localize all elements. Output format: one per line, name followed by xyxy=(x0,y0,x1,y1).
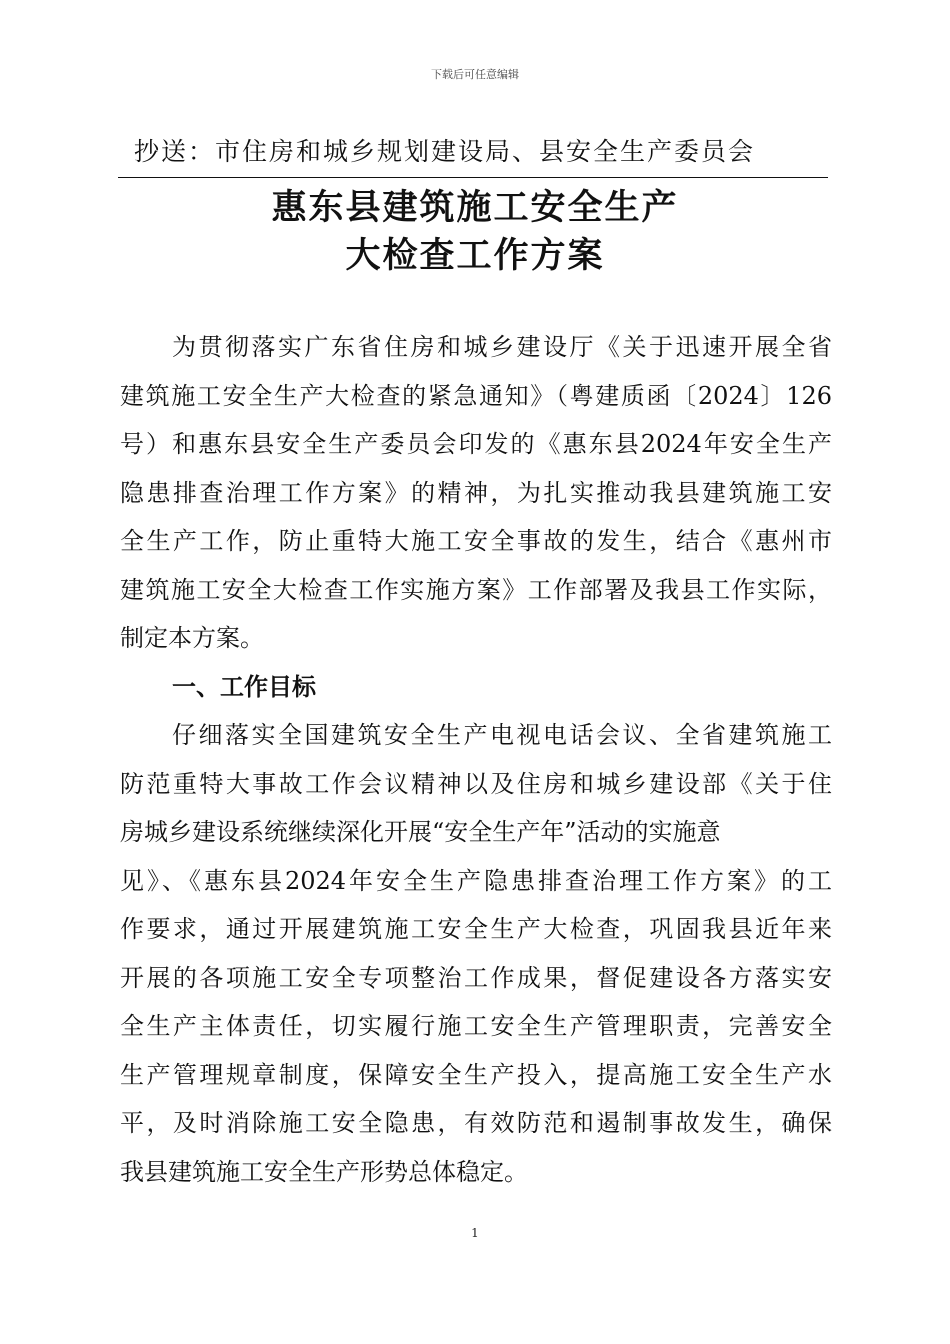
page-number: 1 xyxy=(471,1226,479,1240)
section1-paragraph-line: 生产管理规章制度，保障安全生产投入，提高施工安全生产水 xyxy=(120,1060,832,1089)
intro-paragraph-line: 为贯彻落实广东省住房和城乡建设厅《关于迅速开展全省 xyxy=(172,333,832,361)
section1-paragraph-line: 开展的各项施工安全专项整治工作成果，督促建设各方落实安 xyxy=(120,963,832,992)
section1-paragraph-line: 我县建筑施工安全生产形势总体稳定。 xyxy=(120,1157,528,1186)
section-heading-work-objective: 一、工作目标 xyxy=(172,672,316,701)
intro-paragraph-line: 制定本方案。 xyxy=(120,624,264,652)
document-body xyxy=(120,323,832,1196)
section1-paragraph-line: 仔细落实全国建筑安全生产电视电话会议、全省建筑施工 xyxy=(172,721,832,749)
header-divider-rule xyxy=(118,177,828,178)
section1-paragraph-line: 平，及时消除施工安全隐患，有效防范和遏制事故发生，确保 xyxy=(120,1109,832,1137)
section1-paragraph-line: 防范重特大事故工作会议精神以及住房和城乡建设部《关于住 xyxy=(120,769,832,798)
intro-paragraph-line: 建筑施工安全生产大检查的紧急通知》（粤建质函〔2024〕126 xyxy=(120,381,832,410)
document-title-line-1: 惠东县建筑施工安全生产 xyxy=(271,188,679,228)
section1-paragraph-line: 见》、《惠东县2024年安全生产隐患排查治理工作方案》的工 xyxy=(120,866,832,895)
document-title-line-2: 大检查工作方案 xyxy=(345,236,605,276)
intro-paragraph-line: 隐患排查治理工作方案》的精神，为扎实推动我县建筑施工安 xyxy=(120,478,832,507)
section1-paragraph-line: 作要求，通过开展建筑施工安全生产大检查，巩固我县近年来 xyxy=(120,915,832,943)
section1-paragraph-line: 全生产主体责任，切实履行施工安全生产管理职责，完善安全 xyxy=(120,1012,832,1040)
intro-paragraph-line: 全生产工作，防止重特大施工安全事故的发生，结合《惠州市 xyxy=(120,527,832,555)
intro-paragraph-line: 建筑施工安全大检查工作实施方案》工作部署及我县工作实际， xyxy=(120,575,832,604)
section1-paragraph-line: 房城乡建设系统继续深化开展“安全生产年”活动的实施意 xyxy=(120,818,721,846)
page-header-note: 下载后可任意编辑 xyxy=(431,68,519,81)
cc-recipients-line: 抄送：市住房和城乡规划建设局、县安全生产委员会 xyxy=(134,137,756,166)
intro-paragraph-line: 号）和惠东县安全生产委员会印发的《惠东县2024年安全生产 xyxy=(120,430,832,458)
